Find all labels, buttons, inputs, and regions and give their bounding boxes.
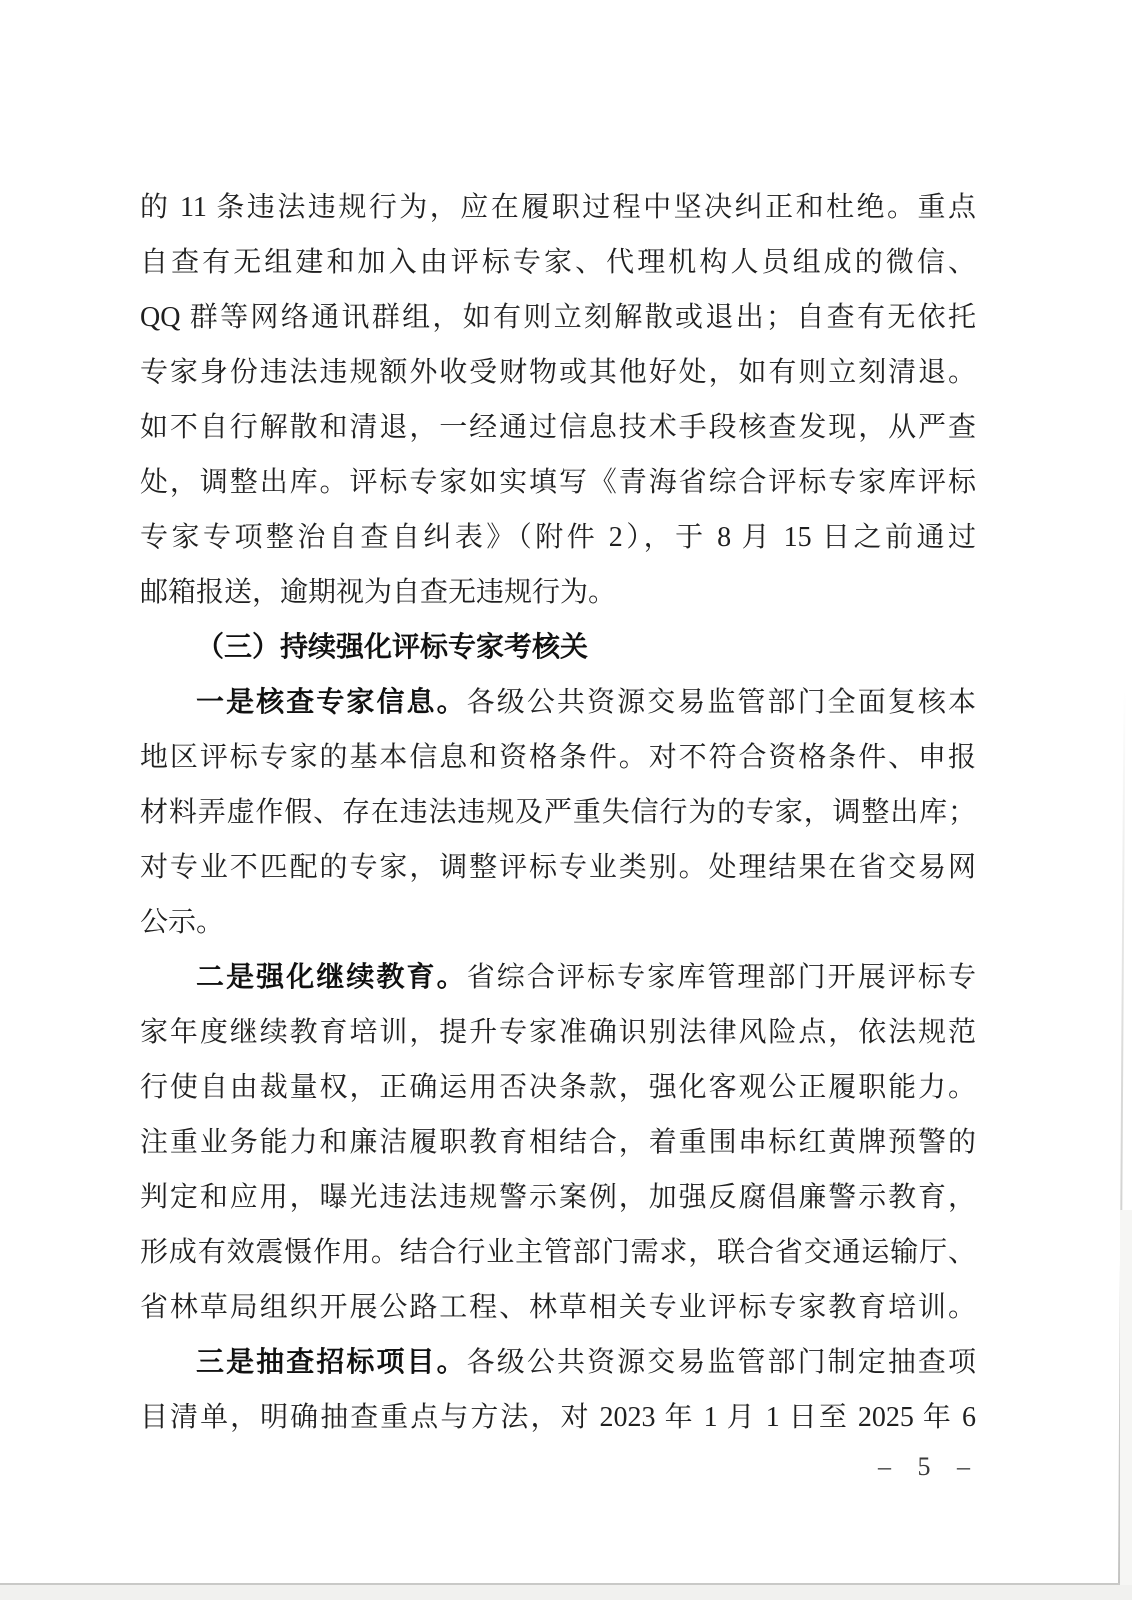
body-text-run: QQ 群等网络通讯群组，如有则立刻解散或退出；自查有无依托 <box>140 302 976 333</box>
text-line <box>140 1280 976 1335</box>
page-number: – 5 – <box>878 1452 980 1481</box>
scan-background-right <box>1120 1210 1132 1585</box>
body-text-run: 家年度继续教育培训，提升专家准确识别法律风险点，依法规范 <box>140 1017 976 1048</box>
text-line <box>140 235 976 290</box>
document-body <box>140 180 976 1445</box>
body-text-run: 行使自由裁量权，正确运用否决条款，强化客观公正履职能力。 <box>140 1072 976 1103</box>
body-text-run: 省综合评标专家库管理部门开展评标专 <box>466 962 976 993</box>
text-line <box>140 290 976 345</box>
body-text-run: 材料弄虚作假、存在违法违规及严重失信行为的专家，调整出库； <box>140 797 976 828</box>
text-line <box>140 730 976 785</box>
text-line <box>140 1225 976 1280</box>
bold-lead-text: 三是抽查招标项目。 <box>196 1347 467 1378</box>
text-line <box>140 785 976 840</box>
text-line <box>140 675 976 730</box>
body-text-run: 专家身份违法违规额外收受财物或其他好处，如有则立刻清退。 <box>140 357 976 388</box>
body-text-run: 目清单，明确抽查重点与方法，对 2023 年 1 月 1 日至 2025 年 6 <box>140 1402 976 1433</box>
body-text-run: 对专业不匹配的专家，调整评标专业类别。处理结果在省交易网 <box>140 852 976 883</box>
text-line <box>140 1170 976 1225</box>
bold-lead-text: 一是核查专家信息。 <box>196 687 467 718</box>
body-text-run: 形成有效震慑作用。结合行业主管部门需求，联合省交通运输厅、 <box>140 1237 976 1268</box>
body-text-run: 注重业务能力和廉洁履职教育相结合，着重围串标红黄牌预警的 <box>140 1127 976 1158</box>
body-text-run: 各级公共资源交易监管部门全面复核本 <box>466 687 976 718</box>
body-text-run: 自查有无组建和加入由评标专家、代理机构人员组成的微信、 <box>140 247 976 278</box>
scan-background-bottom <box>0 1585 1132 1600</box>
text-line <box>140 1005 976 1060</box>
body-text-run: 处，调整出库。评标专家如实填写《青海省综合评标专家库评标 <box>140 467 976 498</box>
body-text-run: 邮箱报送，逾期视为自查无违规行为。 <box>140 577 617 608</box>
text-line <box>140 620 976 675</box>
text-line <box>140 840 976 895</box>
body-text-run: 省林草局组织开展公路工程、林草相关专业评标专家教育培训。 <box>140 1292 976 1323</box>
bold-lead-text: （三）持续强化评标专家考核关 <box>196 632 589 663</box>
text-line <box>140 180 976 235</box>
body-text-run: 各级公共资源交易监管部门制定抽查项 <box>466 1347 976 1378</box>
body-text-run: 的 11 条违法违规行为，应在履职过程中坚决纠正和杜绝。重点 <box>140 192 976 223</box>
text-line <box>140 455 976 510</box>
body-text-run: 地区评标专家的基本信息和资格条件。对不符合资格条件、申报 <box>140 742 976 773</box>
text-line <box>140 1335 976 1390</box>
text-line <box>140 400 976 455</box>
text-line <box>140 950 976 1005</box>
text-line <box>140 565 976 620</box>
body-text-run: 判定和应用，曝光违法违规警示案例，加强反腐倡廉警示教育， <box>140 1182 976 1213</box>
bold-lead-text: 二是强化继续教育。 <box>196 962 467 993</box>
text-line <box>140 345 976 400</box>
text-line <box>140 510 976 565</box>
body-text-run: 公示。 <box>140 907 225 938</box>
body-text-run: 专家专项整治自查自纠表》（附件 2），于 8 月 15 日之前通过 <box>140 522 976 553</box>
text-line <box>140 895 976 950</box>
body-text-run: 如不自行解散和清退，一经通过信息技术手段核查发现，从严查 <box>140 412 976 443</box>
text-line <box>140 1115 976 1170</box>
text-line <box>140 1060 976 1115</box>
text-line <box>140 1390 976 1445</box>
